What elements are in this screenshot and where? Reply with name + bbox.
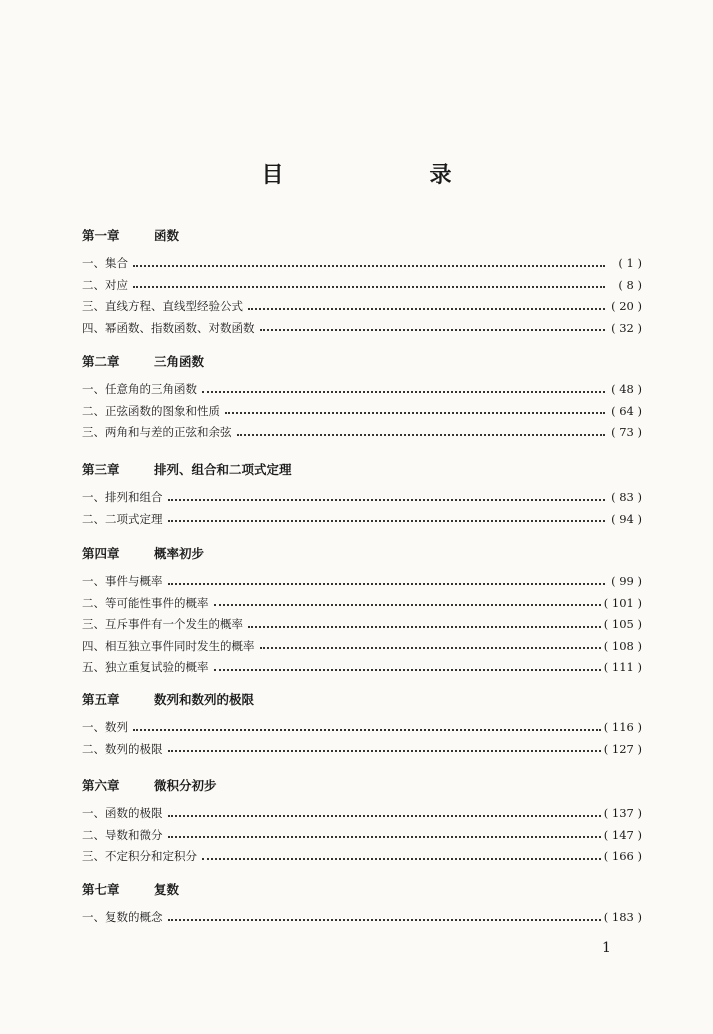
section-title: 三、两角和与差的正弦和余弦 [82, 425, 232, 439]
section-page-number: ( 32 ) [611, 320, 642, 335]
section-page-number: ( 83 ) [611, 490, 642, 504]
chapter-number: 第一章 [82, 228, 120, 243]
chapter-number: 第四章 [82, 546, 120, 561]
section-title: 三、不定积分和定积分 [82, 849, 197, 863]
section-title: 一、事件与概率 [82, 574, 163, 588]
section-page-number: ( 108 ) [603, 638, 642, 653]
section-page-number: ( 99 ) [611, 574, 642, 588]
section-page-number: ( 127 ) [603, 741, 642, 756]
section-title: 三、直线方程、直线型经验公式 [82, 299, 243, 313]
toc-entry [82, 594, 642, 612]
section-page-number: ( 64 ) [611, 403, 642, 418]
dot-leader [168, 582, 606, 585]
chapter-heading [82, 544, 204, 562]
section-title: 二、数列的极限 [82, 741, 163, 756]
chapter-number: 第三章 [82, 462, 120, 477]
chapter-title: 排列、组合和二项式定理 [154, 462, 292, 477]
dot-leader [225, 411, 605, 414]
section-page-number: ( 94 ) [611, 511, 642, 526]
section-page-number: ( 147 ) [603, 827, 642, 842]
dot-leader [168, 814, 601, 817]
section-title: 二、导数和微分 [82, 827, 163, 842]
dot-leader [133, 728, 601, 731]
chapter-title: 概率初步 [154, 546, 205, 561]
dot-leader [133, 264, 605, 267]
toc-entry [82, 380, 642, 398]
chapter-number: 第七章 [82, 882, 120, 897]
dot-leader [248, 625, 601, 628]
chapter-heading [82, 776, 217, 794]
section-title: 二、等可能性事件的概率 [82, 595, 209, 610]
chapter-title: 三角函数 [154, 354, 205, 369]
dot-leader [202, 857, 601, 860]
section-title: 二、对应 [82, 277, 128, 292]
section-page-number: ( 183 ) [603, 910, 642, 924]
section-title: 一、排列和组合 [82, 490, 163, 504]
section-page-number: ( 101 ) [603, 595, 642, 610]
chapter-title: 函数 [154, 228, 180, 243]
toc-entry [82, 423, 642, 441]
page-number: 1 [602, 940, 611, 956]
section-page-number: ( 20 ) [611, 299, 642, 313]
section-title: 一、任意角的三角函数 [82, 382, 197, 396]
toc-entry [82, 637, 642, 655]
toc-entry [82, 615, 642, 633]
section-page-number: ( 1 ) [618, 256, 642, 270]
section-title: 二、正弦函数的图象和性质 [82, 403, 220, 418]
section-title: 四、幂函数、指数函数、对数函数 [82, 320, 255, 335]
chapter-title: 微积分初步 [154, 778, 217, 793]
chapter-heading [82, 460, 292, 478]
dot-leader [237, 433, 606, 436]
section-title: 四、相互独立事件同时发生的概率 [82, 638, 255, 653]
section-page-number: ( 137 ) [603, 806, 642, 820]
dot-leader [214, 668, 601, 671]
toc-entry [82, 658, 642, 676]
chapter-title: 复数 [154, 882, 180, 897]
section-title: 五、独立重复试验的概率 [82, 660, 209, 674]
section-page-number: ( 73 ) [611, 425, 642, 439]
chapter-heading [82, 226, 179, 244]
toc-entry [82, 826, 642, 844]
toc-entry [82, 804, 642, 822]
dot-leader [248, 307, 605, 310]
section-page-number: ( 8 ) [618, 277, 642, 292]
dot-leader [168, 835, 601, 838]
chapter-number: 第二章 [82, 354, 120, 369]
dot-leader [168, 519, 606, 522]
section-page-number: ( 166 ) [603, 849, 642, 863]
section-title: 三、互斥事件有一个发生的概率 [82, 617, 243, 631]
section-title: 一、数列 [82, 720, 128, 734]
chapter-heading [82, 690, 254, 708]
toc-entry [82, 572, 642, 590]
dot-leader [214, 603, 601, 606]
chapter-number: 第六章 [82, 778, 120, 793]
toc-entry [82, 908, 642, 926]
toc-entry [82, 254, 642, 272]
toc-entry [82, 740, 642, 758]
section-title: 一、集合 [82, 256, 128, 270]
dot-leader [260, 328, 606, 331]
dot-leader [168, 918, 601, 921]
toc-entry [82, 847, 642, 865]
section-page-number: ( 111 ) [603, 660, 642, 674]
section-title: 一、函数的极限 [82, 806, 163, 820]
section-title: 二、二项式定理 [82, 511, 163, 526]
chapter-heading [82, 880, 179, 898]
dot-leader [260, 646, 601, 649]
dot-leader [168, 498, 606, 501]
chapter-title: 数列和数列的极限 [154, 692, 255, 707]
chapter-number: 第五章 [82, 692, 120, 707]
section-page-number: ( 105 ) [603, 617, 642, 631]
section-page-number: ( 48 ) [611, 382, 642, 396]
toc-entry [82, 297, 642, 315]
dot-leader [133, 285, 605, 288]
toc-entry [82, 276, 642, 294]
toc-entry [82, 319, 642, 337]
dot-leader [202, 390, 605, 393]
page-title: 目 录 [261, 162, 486, 188]
section-page-number: ( 116 ) [603, 720, 642, 734]
section-title: 一、复数的概念 [82, 910, 163, 924]
toc-entry [82, 718, 642, 736]
toc-entry [82, 402, 642, 420]
chapter-heading [82, 352, 204, 370]
dot-leader [168, 749, 601, 752]
toc-entry [82, 488, 642, 506]
toc-entry [82, 510, 642, 528]
